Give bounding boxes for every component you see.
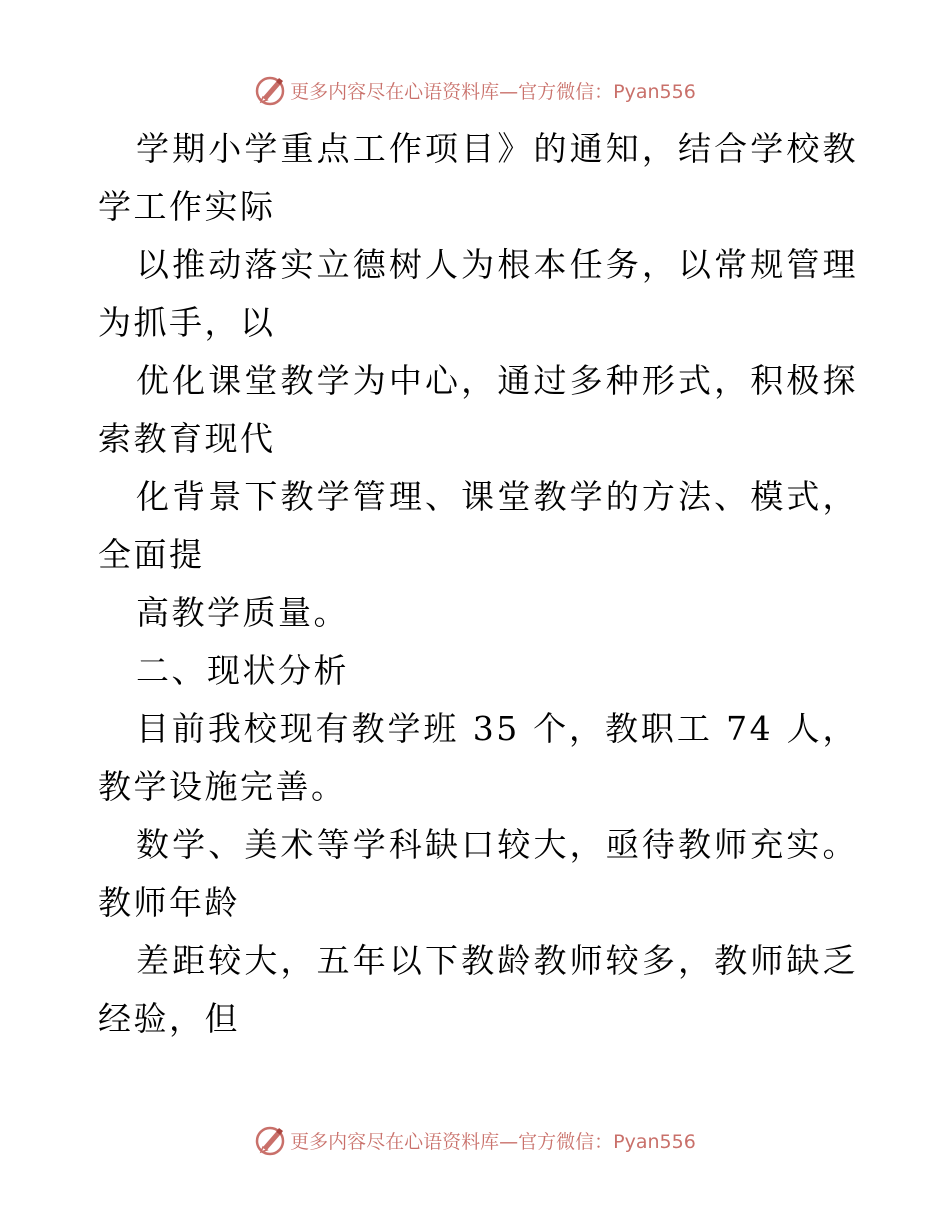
footer-watermark-text: 更多内容尽在心语资料库—官方微信：Pyan556 (290, 1130, 696, 1153)
paragraph-8: 差距较大，五年以下教龄教师较多，教师缺乏经验，但 (98, 941, 858, 1038)
paragraph-6: 目前我校现有教学班 35 个，教职工 74 人，教学设施完善。 (98, 709, 858, 806)
header-watermark (0, 70, 950, 110)
paragraph-1: 学期小学重点工作项目》的通知，结合学校教学工作实际 (98, 129, 858, 226)
paragraph-4: 化背景下教学管理、课堂教学的方法、模式，全面提 (98, 477, 858, 574)
paragraph-5: 高教学质量。 (136, 593, 349, 632)
footer-watermark (0, 1120, 950, 1160)
paragraph-3: 优化课堂教学为中心，通过多种形式，积极探索教育现代 (98, 361, 858, 458)
section-heading: 二、现状分析 (136, 651, 349, 690)
header-watermark-text: 更多内容尽在心语资料库—官方微信：Pyan556 (290, 80, 696, 103)
paragraph-2: 以推动落实立德树人为根本任务，以常规管理为抓手，以 (98, 245, 858, 342)
pen-logo-icon (254, 1123, 288, 1157)
paragraph-7: 数学、美术等学科缺口较大，亟待教师充实。教师年龄 (98, 825, 858, 922)
pen-logo-icon (254, 73, 288, 107)
document-body (98, 120, 858, 1048)
